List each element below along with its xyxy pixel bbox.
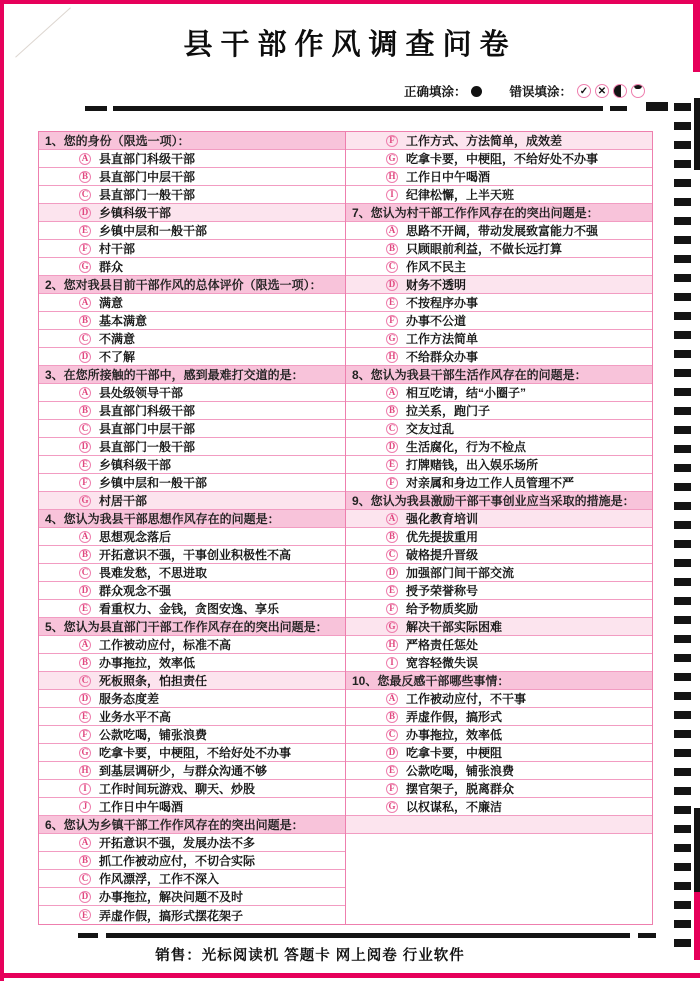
timing-mark [674, 502, 691, 510]
page-title: 县干部作风调查问卷 [183, 29, 517, 61]
option-row[interactable] [346, 564, 652, 582]
timing-mark [674, 369, 691, 377]
timing-mark [674, 103, 691, 111]
half-filled-circle-icon [613, 84, 627, 98]
option-row[interactable] [346, 384, 652, 402]
option-bubble[interactable]: C [79, 675, 91, 687]
option-bubble[interactable]: F [386, 315, 398, 327]
option-bubble[interactable]: H [386, 171, 398, 183]
option-label: 不按程序办事 [406, 296, 479, 310]
option-bubble[interactable]: E [386, 459, 398, 471]
timing-mark [674, 749, 691, 757]
option-bubble[interactable]: B [79, 315, 91, 327]
page-border-bottom [0, 973, 700, 978]
option-label: 乡镇科级干部 [99, 458, 172, 472]
option-row[interactable] [39, 348, 345, 366]
timing-mark [674, 388, 691, 396]
cross-circle-icon: ✕ [595, 84, 609, 98]
option-bubble[interactable]: A [79, 153, 91, 165]
timing-mark [674, 787, 691, 795]
option-row[interactable] [39, 744, 345, 762]
option-label: 宽容轻微失误 [406, 656, 479, 670]
timing-line-top [113, 106, 603, 111]
option-label: 加强部门间干部交流 [406, 566, 515, 580]
timing-line-bottom [106, 933, 630, 938]
option-label: 县直部门一般干部 [99, 188, 196, 202]
option-label: 相互吃请，结“小圈子” [406, 386, 527, 400]
option-label: 公款吃喝，铺张浪费 [406, 764, 515, 778]
option-label: 公款吃喝，铺张浪费 [99, 728, 208, 742]
option-label: 思想观念落后 [99, 530, 172, 544]
option-bubble[interactable]: A [386, 513, 398, 525]
option-label: 工作日中午喝酒 [99, 800, 184, 814]
option-row[interactable] [39, 222, 345, 240]
option-bubble[interactable]: D [79, 207, 91, 219]
option-row[interactable] [39, 204, 345, 222]
option-bubble[interactable]: E [79, 603, 91, 615]
option-bubble[interactable]: D [79, 441, 91, 453]
option-label: 授予荣誉称号 [406, 584, 479, 598]
option-bubble[interactable]: I [79, 783, 91, 795]
option-row[interactable] [39, 438, 345, 456]
option-row[interactable] [346, 474, 652, 492]
option-bubble[interactable]: D [79, 351, 91, 363]
option-bubble[interactable]: B [79, 171, 91, 183]
option-row[interactable] [346, 240, 652, 258]
option-label: 群众 [99, 260, 124, 274]
timing-mark [674, 407, 691, 415]
timing-mark [674, 350, 691, 358]
question-header: 5、您认为县直部门干部工作作风存在的突出问题是： [39, 618, 345, 636]
option-label: 乡镇科级干部 [99, 206, 172, 220]
option-label: 县直部门科级干部 [99, 404, 196, 418]
option-row[interactable] [346, 690, 652, 708]
fill-legend [404, 82, 645, 100]
timing-mark [674, 293, 691, 301]
option-label: 不给群众办事 [406, 350, 479, 364]
option-row[interactable] [346, 402, 652, 420]
timing-mark [674, 730, 691, 738]
option-label: 财务不透明 [406, 278, 467, 292]
option-row[interactable] [39, 402, 345, 420]
option-bubble[interactable]: F [79, 243, 91, 255]
timing-mark [674, 122, 691, 130]
option-row[interactable] [346, 798, 652, 816]
option-label: 乡镇中层和一般干部 [99, 224, 208, 238]
option-bubble[interactable]: C [79, 423, 91, 435]
timing-mark [674, 274, 691, 282]
timing-mark [674, 768, 691, 776]
option-row[interactable] [346, 726, 652, 744]
option-label: 办事拖拉，效率低 [99, 656, 196, 670]
option-label: 破格提升晋级 [406, 548, 479, 562]
option-row[interactable] [39, 492, 345, 510]
timing-mark [674, 160, 691, 168]
question-header: 8、您认为我县干部生活作风存在的问题是： [346, 366, 652, 384]
question-column-left [38, 131, 346, 925]
option-bubble[interactable]: D [79, 693, 91, 705]
option-label: 以权谋私，不廉洁 [406, 800, 503, 814]
option-bubble[interactable]: C [386, 729, 398, 741]
option-bubble[interactable]: D [386, 279, 398, 291]
sync-bar-right-lower [694, 808, 700, 892]
page-border-left [0, 0, 4, 981]
top-filled-circle-icon [631, 84, 645, 98]
vendor-footer: 销售：光标阅读机 答题卡 网上阅卷 行业软件 [155, 948, 465, 964]
option-row[interactable] [346, 438, 652, 456]
option-row[interactable] [346, 348, 652, 366]
option-label: 办事拖拉，效率低 [406, 728, 503, 742]
option-bubble[interactable]: D [386, 747, 398, 759]
timing-mark [674, 806, 691, 814]
option-bubble[interactable]: C [79, 189, 91, 201]
timing-mark [674, 521, 691, 529]
option-row[interactable] [39, 186, 345, 204]
option-row[interactable] [346, 708, 652, 726]
question-header: 10、您最反感干部哪些事情： [346, 672, 652, 690]
timing-mark [674, 217, 691, 225]
option-label: 抓工作被动应付，不切合实际 [99, 854, 256, 868]
option-row[interactable] [39, 168, 345, 186]
option-label: 对亲属和身边工作人员管理不严 [406, 476, 575, 490]
option-bubble[interactable]: F [386, 783, 398, 795]
option-bubble[interactable]: G [79, 495, 91, 507]
option-label: 不满意 [99, 332, 136, 346]
option-label: 县直部门中层干部 [99, 422, 196, 436]
timing-mark [674, 179, 691, 187]
option-row[interactable] [39, 294, 345, 312]
option-row[interactable] [346, 132, 652, 150]
option-label: 死板照条，怕担责任 [99, 674, 208, 688]
option-row[interactable] [346, 330, 652, 348]
option-label: 弄虚作假，搞形式 [406, 710, 503, 724]
option-bubble[interactable]: F [79, 729, 91, 741]
option-bubble[interactable]: D [386, 441, 398, 453]
timing-mark [674, 711, 691, 719]
option-bubble[interactable]: G [79, 261, 91, 273]
option-row[interactable] [39, 564, 345, 582]
option-label: 工作被动应付，标准不高 [99, 638, 232, 652]
option-label: 县直部门科级干部 [99, 152, 196, 166]
option-row[interactable] [39, 420, 345, 438]
option-label: 吃拿卡要，中梗阻，不给好处不办事 [406, 152, 599, 166]
option-row[interactable] [346, 546, 652, 564]
option-bubble[interactable]: C [386, 423, 398, 435]
option-label: 乡镇中层和一般干部 [99, 476, 208, 490]
question-header: 2、您对我县目前干部作风的总体评价（限选一项）： [39, 276, 345, 294]
timing-mark [674, 939, 691, 947]
option-row[interactable] [39, 528, 345, 546]
option-label: 优先提拔重用 [406, 530, 479, 544]
option-bubble[interactable]: B [386, 711, 398, 723]
option-bubble[interactable]: B [386, 243, 398, 255]
option-bubble[interactable]: G [386, 621, 398, 633]
option-label: 作风不民主 [406, 260, 467, 274]
option-label: 思路不开阔，带动发展致富能力不强 [406, 224, 599, 238]
option-row[interactable] [346, 276, 652, 294]
option-row[interactable] [39, 888, 345, 906]
option-row[interactable] [39, 906, 345, 924]
option-label: 不了解 [99, 350, 136, 364]
option-row[interactable] [39, 654, 345, 672]
option-bubble[interactable]: C [386, 549, 398, 561]
timing-line-top-dash-right [610, 106, 627, 111]
option-row[interactable] [39, 672, 345, 690]
band-strip [346, 816, 652, 834]
option-label: 弄虚作假，搞形式摆花架子 [99, 908, 244, 923]
question-header: 4、您认为我县干部思想作风存在的问题是： [39, 510, 345, 528]
option-bubble[interactable]: A [386, 693, 398, 705]
option-bubble[interactable]: H [79, 765, 91, 777]
page-border-top [0, 0, 700, 4]
question-header: 3、在您所接触的干部中，感到最难打交道的是： [39, 366, 345, 384]
check-circle-icon: ✓ [577, 84, 591, 98]
timing-mark [674, 426, 691, 434]
timing-mark [674, 236, 691, 244]
option-label: 吃拿卡要，中梗阻，不给好处不办事 [99, 746, 292, 760]
option-bubble[interactable]: B [79, 405, 91, 417]
option-bubble[interactable]: E [79, 459, 91, 471]
timing-mark [674, 597, 691, 605]
option-row[interactable] [39, 870, 345, 888]
timing-mark [674, 445, 691, 453]
option-bubble[interactable]: F [386, 477, 398, 489]
option-bubble[interactable]: F [386, 603, 398, 615]
option-label: 县直部门中层干部 [99, 170, 196, 184]
option-row[interactable] [39, 384, 345, 402]
option-label: 纪律松懈，上半天班 [406, 188, 515, 202]
option-bubble[interactable]: C [79, 333, 91, 345]
option-bubble[interactable]: E [386, 297, 398, 309]
option-row[interactable] [346, 420, 652, 438]
question-header: 1、您的身份（限选一项）： [39, 132, 345, 150]
option-label: 开拓意识不强，发展办法不多 [99, 836, 256, 850]
option-bubble[interactable]: E [79, 711, 91, 723]
timing-mark [674, 863, 691, 871]
timing-line-bottom-dash-left [78, 933, 98, 938]
timing-mark [674, 635, 691, 643]
question-header: 7、您认为村干部工作作风存在的突出问题是： [346, 204, 652, 222]
option-row[interactable] [39, 798, 345, 816]
option-label: 交友过乱 [406, 422, 455, 436]
option-bubble[interactable]: B [79, 855, 91, 867]
option-label: 解决干部实际困难 [406, 620, 503, 634]
option-label: 村干部 [99, 242, 136, 256]
option-label: 满意 [99, 296, 124, 310]
option-row[interactable] [39, 636, 345, 654]
option-bubble[interactable]: A [79, 297, 91, 309]
option-row[interactable] [346, 582, 652, 600]
option-bubble[interactable]: E [79, 225, 91, 237]
option-bubble[interactable]: I [386, 189, 398, 201]
option-label: 畏难发愁，不思进取 [99, 566, 208, 580]
option-row[interactable] [346, 528, 652, 546]
timing-mark [674, 654, 691, 662]
timing-mark [674, 331, 691, 339]
option-bubble[interactable]: C [79, 873, 91, 885]
option-row[interactable] [39, 546, 345, 564]
question-column-right [345, 131, 653, 925]
option-row[interactable] [39, 852, 345, 870]
option-row[interactable] [39, 330, 345, 348]
option-row[interactable] [346, 780, 652, 798]
option-bubble[interactable]: H [386, 639, 398, 651]
timing-mark [674, 198, 691, 206]
page-border-right-bottom [694, 892, 700, 960]
option-label: 工作时间玩游戏、聊天、炒股 [99, 782, 256, 796]
option-row[interactable] [39, 312, 345, 330]
option-label: 给予物质奖励 [406, 602, 479, 616]
option-row[interactable] [346, 744, 652, 762]
option-row[interactable] [39, 690, 345, 708]
option-row[interactable] [346, 762, 652, 780]
timing-mark [674, 464, 691, 472]
option-bubble[interactable]: D [79, 891, 91, 903]
option-bubble[interactable]: C [386, 261, 398, 273]
option-label: 强化教育培训 [406, 512, 479, 526]
option-label: 摆官架子，脱离群众 [406, 782, 515, 796]
option-label: 开拓意识不强，干事创业积极性不高 [99, 548, 292, 562]
option-label: 只顾眼前利益，不做长远打算 [406, 242, 563, 256]
option-row[interactable] [346, 294, 652, 312]
timing-mark [674, 825, 691, 833]
timing-line-top-dash-left [85, 106, 107, 111]
timing-mark [674, 673, 691, 681]
option-bubble[interactable]: D [386, 567, 398, 579]
option-label: 工作方式、方法简单，成效差 [406, 134, 563, 148]
option-row[interactable] [346, 258, 652, 276]
timing-block-top-right [646, 102, 668, 111]
option-label: 业务水平不高 [99, 710, 172, 724]
option-label: 作风漂浮，工作不深入 [99, 872, 220, 886]
option-bubble[interactable]: F [386, 135, 398, 147]
option-row[interactable] [346, 168, 652, 186]
timing-line-bottom-dash-right [638, 933, 656, 938]
empty-cell [346, 816, 652, 924]
wrong-fill-symbols [577, 84, 645, 98]
option-row[interactable] [346, 456, 652, 474]
option-label: 工作被动应付，不干事 [406, 692, 527, 706]
option-label: 县处级领导干部 [99, 386, 184, 400]
timing-mark [674, 312, 691, 320]
correct-fill-label: 正确填涂： [403, 85, 467, 99]
option-bubble[interactable]: B [386, 531, 398, 543]
option-row[interactable] [39, 834, 345, 852]
wrong-fill-label: 错误填涂： [509, 85, 572, 99]
option-row[interactable] [39, 258, 345, 276]
option-label: 群众观念不强 [99, 584, 172, 598]
option-row[interactable] [346, 600, 652, 618]
option-bubble[interactable]: A [79, 531, 91, 543]
option-bubble[interactable]: H [386, 351, 398, 363]
option-row[interactable] [39, 762, 345, 780]
option-label: 看重权力、金钱，贪图安逸、享乐 [99, 602, 280, 616]
option-label: 县直部门一般干部 [99, 440, 196, 454]
option-row[interactable] [39, 726, 345, 744]
option-bubble[interactable]: G [386, 801, 398, 813]
option-row[interactable] [39, 708, 345, 726]
timing-mark [674, 882, 691, 890]
option-label: 严格责任惩处 [406, 638, 479, 652]
option-bubble[interactable]: A [79, 837, 91, 849]
option-row[interactable] [346, 312, 652, 330]
option-bubble[interactable]: A [79, 387, 91, 399]
timing-mark [674, 559, 691, 567]
option-row[interactable] [39, 474, 345, 492]
option-row[interactable] [39, 456, 345, 474]
timing-mark [674, 920, 691, 928]
option-label: 到基层调研少，与群众沟通不够 [99, 764, 268, 778]
option-row[interactable] [346, 150, 652, 168]
option-row[interactable] [39, 600, 345, 618]
option-bubble[interactable]: A [386, 225, 398, 237]
sync-bar-right-upper [694, 98, 700, 170]
option-row[interactable] [39, 150, 345, 168]
option-bubble[interactable]: A [79, 639, 91, 651]
option-label: 村居干部 [99, 494, 148, 508]
option-bubble[interactable]: A [386, 387, 398, 399]
option-bubble[interactable]: D [79, 585, 91, 597]
option-label: 办事拖拉，解决问题不及时 [99, 890, 244, 904]
option-bubble[interactable]: F [79, 477, 91, 489]
timing-mark [674, 844, 691, 852]
option-bubble[interactable]: G [386, 153, 398, 165]
option-bubble[interactable]: B [386, 405, 398, 417]
question-header: 6、您认为乡镇干部工作作风存在的突出问题是： [39, 816, 345, 834]
option-bubble[interactable]: C [79, 567, 91, 579]
option-bubble[interactable]: J [79, 801, 91, 813]
timing-mark [674, 901, 691, 909]
option-row[interactable] [39, 240, 345, 258]
timing-mark [674, 255, 691, 263]
timing-mark [674, 692, 691, 700]
timing-mark [674, 616, 691, 624]
timing-mark [674, 578, 691, 586]
option-label: 基本满意 [99, 314, 148, 328]
question-header: 9、您认为我县激励干部干事创业应当采取的措施是： [346, 492, 652, 510]
option-row[interactable] [346, 510, 652, 528]
option-bubble[interactable]: G [386, 333, 398, 345]
option-bubble[interactable]: I [386, 657, 398, 669]
option-label: 吃拿卡要，中梗阻 [406, 746, 503, 760]
option-label: 拉关系，跑门子 [406, 404, 491, 418]
filled-circle-icon [471, 86, 482, 97]
option-label: 服务态度差 [99, 692, 160, 706]
option-row[interactable] [346, 186, 652, 204]
option-row[interactable] [39, 582, 345, 600]
option-bubble[interactable]: E [79, 909, 91, 921]
option-bubble[interactable]: E [386, 585, 398, 597]
option-label: 办事不公道 [406, 314, 467, 328]
option-label: 打牌赌钱，出入娱乐场所 [406, 458, 539, 472]
option-row[interactable] [346, 222, 652, 240]
timing-mark [674, 141, 691, 149]
option-row[interactable] [346, 636, 652, 654]
timing-mark [674, 540, 691, 548]
option-bubble[interactable]: B [79, 657, 91, 669]
option-bubble[interactable]: B [79, 549, 91, 561]
option-label: 工作日中午喝酒 [406, 170, 491, 184]
timing-mark [674, 483, 691, 491]
option-label: 工作方法简单 [406, 332, 479, 346]
option-row[interactable] [346, 618, 652, 636]
option-row[interactable] [346, 654, 652, 672]
option-label: 生活腐化，行为不检点 [406, 440, 527, 454]
option-bubble[interactable]: G [79, 747, 91, 759]
option-bubble[interactable]: E [386, 765, 398, 777]
option-row[interactable] [39, 780, 345, 798]
